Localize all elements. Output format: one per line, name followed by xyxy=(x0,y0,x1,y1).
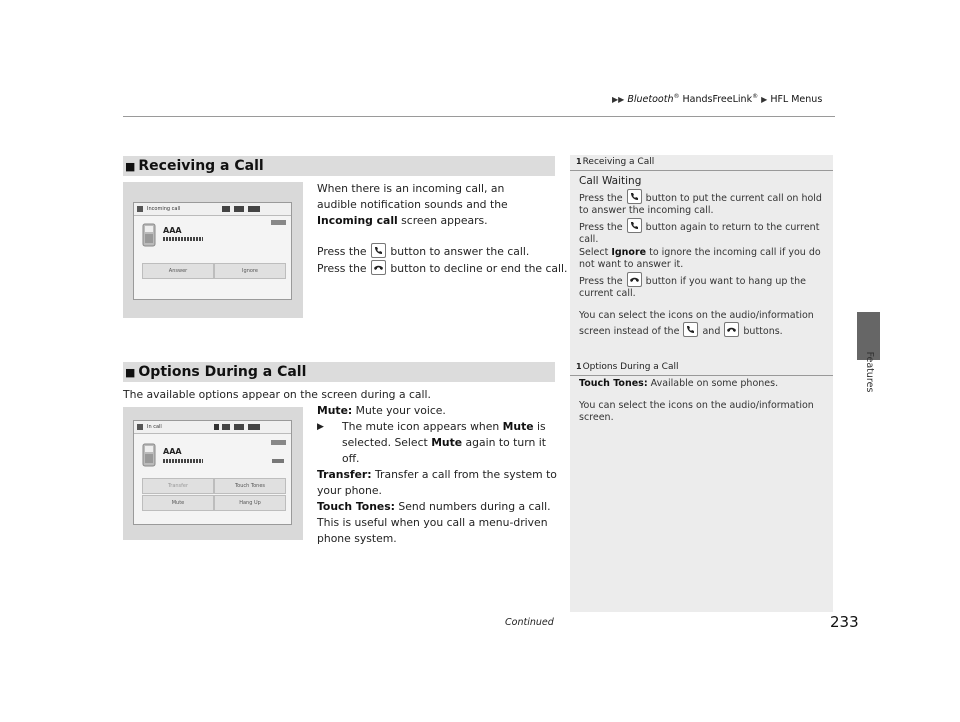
phone-pickup-icon xyxy=(371,243,386,258)
receiving-paragraph-2 xyxy=(317,243,568,277)
text-span: Press the xyxy=(317,245,370,258)
sidebar-rule xyxy=(570,170,833,171)
note-number: 1 xyxy=(576,362,582,371)
touch-tones-term: Touch Tones: xyxy=(317,500,395,513)
registered-mark: ® xyxy=(752,93,759,100)
mute-subitem xyxy=(317,419,557,467)
screen-status-bar xyxy=(134,421,291,434)
phone-hangup-icon xyxy=(371,260,386,275)
phone-pickup-icon xyxy=(627,218,642,233)
text-span: Press the xyxy=(579,221,626,233)
note-line xyxy=(579,247,825,272)
transfer-button[interactable] xyxy=(142,478,214,494)
section-title: Options During a Call xyxy=(138,364,307,380)
note-line xyxy=(579,272,825,301)
text-span: Transfer a call from the system to your phone. xyxy=(317,468,557,497)
screen-status-bar xyxy=(134,203,291,216)
text-span: Send numbers during a call. This is useful when you call a menu-driven phone system. xyxy=(317,500,551,545)
text-span: When there is an incoming call, an audible notification sounds and the xyxy=(317,182,508,211)
volume-icon xyxy=(271,220,286,225)
arrow-icon: ▶▶ xyxy=(612,95,625,105)
page-number: 233 xyxy=(830,613,859,631)
caller-number xyxy=(163,237,203,241)
section-header-receiving xyxy=(123,156,555,176)
receiving-paragraph-1 xyxy=(317,181,547,229)
text-span: Press the xyxy=(579,192,626,204)
text-span: and xyxy=(699,326,724,337)
section-title: Receiving a Call xyxy=(138,158,264,174)
answer-button[interactable] xyxy=(142,263,214,279)
bluetooth-icon xyxy=(137,206,143,212)
incoming-call-screen xyxy=(133,202,292,300)
breadcrumb xyxy=(612,93,822,105)
bluetooth-icon xyxy=(137,424,143,430)
text-span: screen appears. xyxy=(397,214,488,227)
text-span: button if you want to hang up the current call. xyxy=(579,275,806,299)
status-icons xyxy=(222,206,260,212)
screen-header: In call xyxy=(147,424,162,430)
arrow-icon: ▶ xyxy=(761,95,768,105)
note-number: 1 xyxy=(576,157,582,166)
mute-label: Mute xyxy=(171,500,185,506)
call-timer xyxy=(272,459,284,463)
section-header-options xyxy=(123,362,555,382)
sidebar-notes xyxy=(570,155,833,612)
text-span: button again to return to the current call. xyxy=(579,221,820,245)
mute-icon xyxy=(214,424,219,430)
caller-name: AAA xyxy=(163,226,182,235)
continued-label: Continued xyxy=(505,617,554,628)
sidebar-note-options xyxy=(579,378,825,425)
breadcrumb-hfl-menus: HFL Menus xyxy=(770,94,823,106)
breadcrumb-handsfreelink: HandsFreeLink xyxy=(682,94,753,106)
side-tab-label: Features xyxy=(864,351,875,393)
note-line: You can select the icons on the audio/information screen. xyxy=(579,399,814,423)
mute-term: Mute xyxy=(502,420,534,433)
sidebar-title-options xyxy=(576,362,678,372)
registered-mark: ® xyxy=(673,93,680,100)
sidebar-title-receiving xyxy=(576,157,654,167)
text-span: The mute icon appears when xyxy=(342,420,503,433)
phone-pickup-icon xyxy=(683,322,698,337)
mute-term: Mute: xyxy=(317,404,353,417)
text-span: Receiving a Call xyxy=(582,157,655,167)
transfer-term: Transfer: xyxy=(317,468,372,481)
text-span: You can select the icons on the audio/information screen instead of the xyxy=(579,309,814,337)
options-intro: The available options appear on the screen during a call. xyxy=(123,388,431,401)
in-call-screen xyxy=(133,420,292,525)
phone-hangup-icon xyxy=(627,272,642,287)
screen-header: Incoming call xyxy=(147,206,181,212)
mute-term: Mute xyxy=(431,436,463,449)
mute-item xyxy=(317,403,557,419)
header-rule xyxy=(123,116,835,117)
arrow-icon: ▶ xyxy=(317,422,324,432)
caller-number xyxy=(163,459,203,463)
phone-hangup-icon xyxy=(724,322,739,337)
answer-label: Answer xyxy=(168,268,188,274)
text-span: buttons. xyxy=(740,326,783,337)
spacer xyxy=(579,391,825,400)
note-line xyxy=(579,378,825,391)
text-span: Available on some phones. xyxy=(647,378,779,389)
square-bullet-icon: ■ xyxy=(125,366,136,379)
touch-tones-label: Touch Tones xyxy=(234,483,266,489)
touch-tones-button[interactable] xyxy=(214,478,286,494)
note-line xyxy=(579,310,825,339)
text-span: to ignore the incoming call if you do not want to answer it. xyxy=(579,246,821,270)
sidebar-note-receiving xyxy=(579,175,825,339)
cellphone-icon xyxy=(142,443,156,467)
text-span: Options During a Call xyxy=(582,362,679,372)
text-span: button to put the current call on hold to answer the incoming call. xyxy=(579,192,822,216)
note-line xyxy=(579,218,825,247)
ignore-label: Ignore xyxy=(242,268,258,274)
hang-up-label: Hang Up xyxy=(239,500,261,506)
status-icons xyxy=(222,424,260,430)
text-span: Select xyxy=(579,246,612,258)
transfer-item xyxy=(317,467,557,499)
mute-subitem-text xyxy=(327,419,557,467)
ignore-button[interactable] xyxy=(214,263,286,279)
mute-button[interactable] xyxy=(142,495,214,511)
touch-tones-term: Touch Tones: xyxy=(579,378,648,389)
text-span: button to answer the call. xyxy=(387,245,530,258)
text-span: Press the xyxy=(317,262,370,275)
cellphone-icon xyxy=(142,223,156,247)
incoming-call-screen-figure xyxy=(123,182,303,318)
caller-name: AAA xyxy=(163,447,182,456)
call-waiting-heading: Call Waiting xyxy=(579,175,642,187)
text-span: again to turn it off. xyxy=(342,436,547,465)
incoming-call-term: Incoming call xyxy=(317,214,398,227)
sidebar-rule xyxy=(570,375,833,376)
in-call-screen-figure xyxy=(123,407,303,540)
spacer xyxy=(579,301,825,310)
ignore-term: Ignore xyxy=(611,246,647,258)
text-span: button to decline or end the call. xyxy=(387,262,568,275)
phone-pickup-icon xyxy=(627,189,642,204)
touch-tones-item xyxy=(317,499,557,547)
text-span: Mute your voice. xyxy=(355,404,446,417)
note-line xyxy=(579,189,825,218)
transfer-label: Transfer xyxy=(167,483,189,489)
breadcrumb-bluetooth: Bluetooth xyxy=(627,94,674,106)
options-description xyxy=(317,403,557,547)
text-span: Press the xyxy=(579,275,626,287)
text-span: is selected. Select xyxy=(342,420,546,449)
hang-up-button[interactable] xyxy=(214,495,286,511)
square-bullet-icon: ■ xyxy=(125,160,136,173)
volume-icon xyxy=(271,440,286,445)
